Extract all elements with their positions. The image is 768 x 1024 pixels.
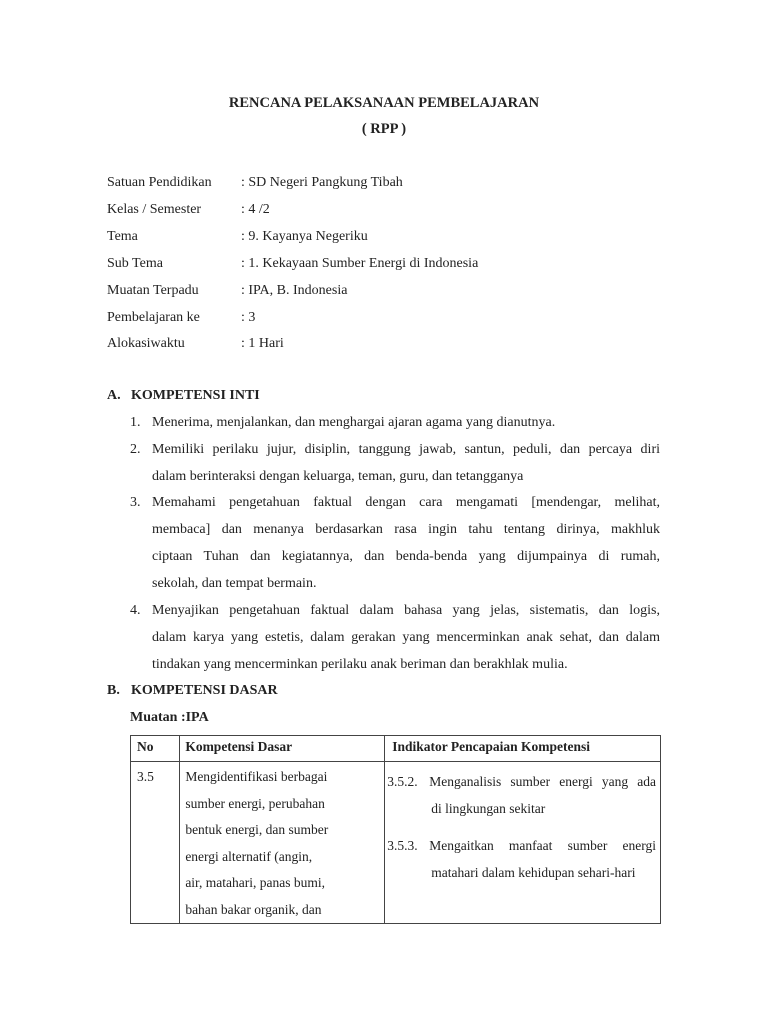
list-item-line: tindakan yang mencerminkan perilaku anak beriman dan berakhlak mulia. (152, 657, 568, 672)
table-row (131, 762, 661, 924)
list-number: 2. (130, 442, 141, 457)
identity-value: : 1 Hari (241, 336, 284, 351)
kd-line: Mengidentifikasi berbagai (185, 769, 328, 784)
identity-label: Tema (107, 229, 138, 244)
list-item-line: membaca] dan menanya berdasarkan rasa ingin tahu tentang dirinya, makhluk (152, 522, 660, 537)
list-item-line: dalam berinteraksi dengan keluarga, teman, guru, dan tetangganya (152, 469, 524, 484)
list-number: 1. (130, 415, 141, 430)
kompetensi-dasar-table (130, 735, 661, 924)
cell-kompetensi-dasar (180, 762, 385, 924)
indicator-text-continued: matahari dalam kehidupan sehari-hari (431, 865, 636, 880)
indicator-text: Menganalisis sumber energi yang ada (429, 774, 656, 789)
list-item-line: Memahami pengetahuan faktual dengan cara mengamati [mendengar, melihat, (152, 495, 660, 510)
document-title: RENCANA PELAKSANAAN PEMBELAJARAN (228, 95, 540, 111)
row-number: 3.5 (137, 769, 154, 784)
list-item-line: Menyajikan pengetahuan faktual dalam bahasa yang jelas, sistematis, dan logis, (152, 603, 660, 618)
section-heading-kompetensi-inti (107, 388, 260, 404)
indicator-text-continued: di lingkungan sekitar (431, 801, 546, 816)
section-letter: B. (107, 683, 120, 698)
kd-line: sumber energi, perubahan (185, 795, 325, 811)
kd-line: air, matahari, panas bumi, (185, 875, 325, 890)
section-letter: A. (107, 388, 121, 403)
indicator-number: 3.5.2. (387, 774, 418, 789)
list-item-line: sekolah, dan tempat bermain. (152, 576, 317, 591)
header-no: No (131, 736, 180, 762)
section-title: KOMPETENSI DASAR (131, 683, 278, 698)
list-item-line: Menerima, menjalankan, dan menghargai ajaran agama yang dianutnya. (152, 415, 556, 430)
identity-label: Muatan Terpadu (107, 283, 199, 298)
list-number: 4. (130, 603, 141, 618)
list-item-line: ciptaan Tuhan dan kegiatannya, dan benda-benda yang dijumpainya di rumah, (152, 549, 660, 564)
header-kompetensi-dasar: Kompetensi Dasar (180, 736, 385, 762)
muatan-label: Muatan :IPA (130, 710, 209, 725)
identity-label: Alokasiwaktu (107, 336, 185, 351)
cell-indikator (385, 762, 661, 924)
document-subtitle: ( RPP ) (361, 121, 407, 137)
list-item-line: dalam karya yang estetis, dalam gerakan yang mencerminkan anak sehat, dan dalam (152, 630, 660, 645)
section-heading-kompetensi-dasar (107, 683, 278, 699)
indicator-item (387, 768, 656, 795)
indicator-number: 3.5.3. (387, 838, 418, 853)
list-item-line: Memiliki perilaku jujur, disiplin, tanggung jawab, santun, peduli, dan percaya diri (152, 442, 660, 457)
indicator-item (387, 832, 656, 859)
indicator-list (385, 762, 660, 886)
identity-label: Sub Tema (107, 256, 163, 271)
kd-line: bahan bakar organik, dan (185, 901, 322, 917)
identity-label: Satuan Pendidikan (107, 175, 212, 190)
identity-label: Pembelajaran ke (107, 310, 200, 325)
header-indikator: Indikator Pencapaian Kompetensi (385, 736, 661, 762)
identity-value: : 3 (241, 310, 256, 325)
table-header-row (131, 736, 661, 762)
identity-value: : 1. Kekayaan Sumber Energi di Indonesia (241, 256, 479, 271)
list-number: 3. (130, 495, 141, 510)
kd-line: energi alternatif (angin, (185, 848, 313, 864)
section-title: KOMPETENSI INTI (131, 388, 260, 403)
identity-label: Kelas / Semester (107, 202, 202, 217)
cell-no (131, 762, 180, 924)
identity-value: : 9. Kayanya Negeriku (241, 229, 368, 244)
kd-line: bentuk energi, dan sumber (185, 822, 329, 837)
identity-value: : SD Negeri Pangkung Tibah (241, 175, 403, 190)
identity-value: : 4 /2 (241, 202, 270, 217)
identity-value: : IPA, B. Indonesia (241, 283, 348, 298)
indicator-text: Mengaitkan manfaat sumber energi (429, 838, 656, 853)
